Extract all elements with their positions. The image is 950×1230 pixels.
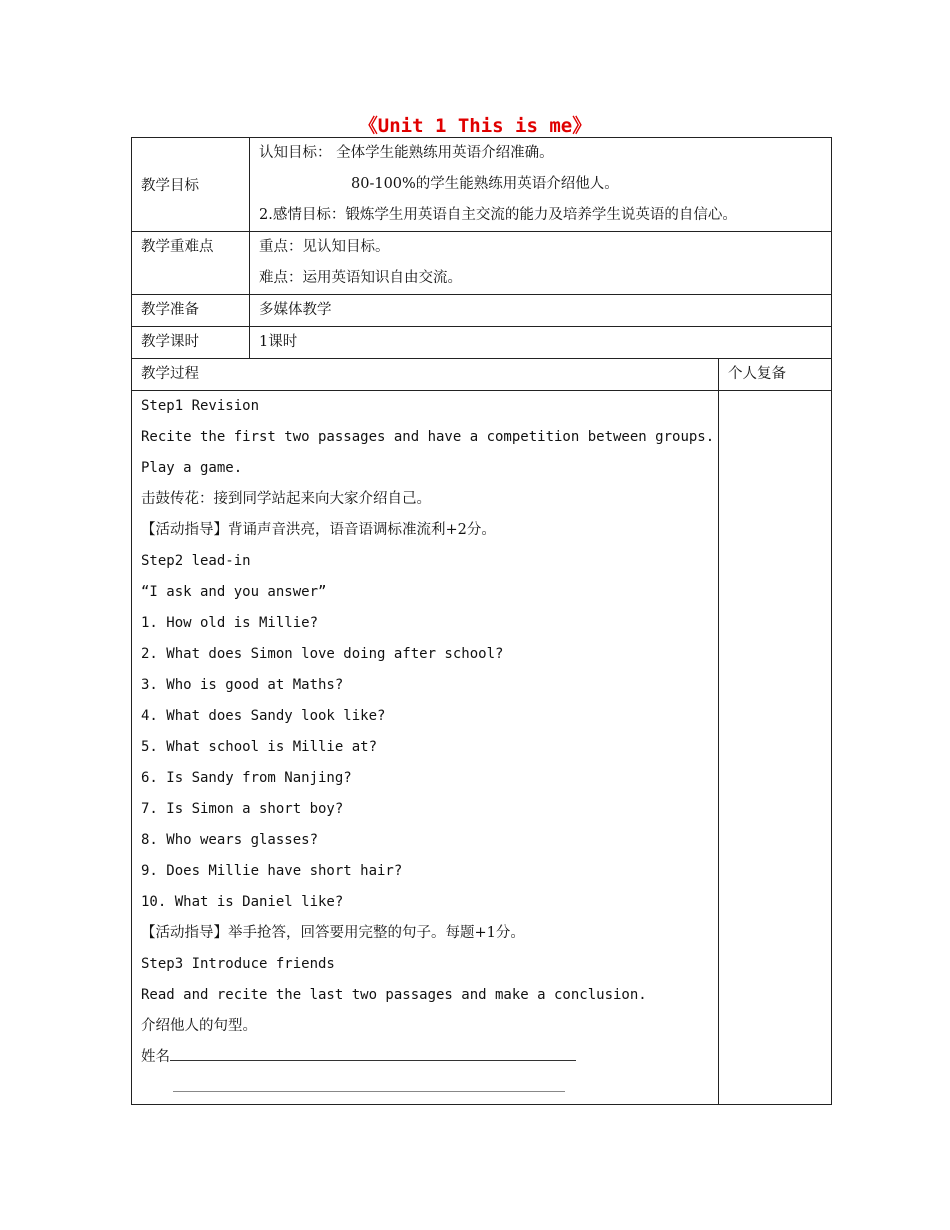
question-item: 8. Who wears glasses? — [141, 832, 319, 848]
process-line: 击鼓传花：接到同学站起来向大家介绍自己。 — [141, 491, 431, 507]
question-item: 10. What is Daniel like? — [141, 894, 344, 910]
blank-fill-line — [141, 1073, 718, 1104]
process-content — [132, 391, 719, 1105]
process-line: 【活动指导】举手抢答，回答要用完整的句子。每题+1分。 — [141, 925, 525, 941]
personal-prep-label: 个人复备 — [719, 359, 832, 391]
process-header-row — [132, 359, 832, 391]
key-points-label: 教学重难点 — [132, 232, 250, 295]
document-title: 《Unit 1 This is me》 — [358, 115, 592, 137]
name-label: 姓名 — [141, 1049, 170, 1065]
question-item: 9. Does Millie have short hair? — [141, 863, 403, 879]
question-item: 6. Is Sandy from Nanjing? — [141, 770, 352, 786]
process-body-row — [132, 391, 832, 1105]
preparation-value: 多媒体教学 — [250, 295, 832, 327]
key-point-line-2: 难点：运用英语知识自由交流。 — [259, 270, 462, 286]
process-line: “I ask and you answer” — [141, 584, 327, 600]
process-line: Read and recite the last two passages and make a conclusion. — [141, 987, 647, 1003]
hours-row — [132, 327, 832, 359]
objectives-label: 教学目标 — [132, 138, 250, 232]
personal-prep-cell — [719, 391, 832, 1105]
process-line: 介绍他人的句型。 — [141, 1018, 257, 1034]
preparation-row — [132, 295, 832, 327]
question-item: 4. What does Sandy look like? — [141, 708, 386, 724]
hours-label: 教学课时 — [132, 327, 250, 359]
process-line: Step2 lead-in — [141, 553, 251, 569]
objective-line-1: 认知目标： 全体学生能熟练用英语介绍准确。 — [259, 145, 554, 161]
key-points-content — [250, 232, 832, 295]
objectives-content — [250, 138, 832, 232]
objective-line-3: 2.感情目标：锻炼学生用英语自主交流的能力及培养学生说英语的自信心。 — [259, 207, 737, 223]
objective-line-2: 80-100%的学生能熟练用英语介绍他人。 — [351, 176, 619, 192]
process-line: Play a game. — [141, 460, 243, 476]
question-item: 2. What does Simon love doing after school? — [141, 646, 504, 662]
preparation-label: 教学准备 — [132, 295, 250, 327]
question-item: 1. How old is Millie? — [141, 615, 319, 631]
question-item: 7. Is Simon a short boy? — [141, 801, 344, 817]
key-points-row — [132, 232, 832, 295]
lesson-plan-table — [131, 137, 832, 1105]
objectives-row — [132, 138, 832, 232]
process-line: 【活动指导】背诵声音洪亮，语音语调标准流利+2分。 — [141, 522, 496, 538]
question-item: 3. Who is good at Maths? — [141, 677, 344, 693]
name-blank — [170, 1048, 576, 1061]
name-fill-line — [141, 1042, 718, 1073]
process-label: 教学过程 — [132, 359, 719, 391]
process-line: Step3 Introduce friends — [141, 956, 335, 972]
answer-blank — [173, 1083, 565, 1092]
key-point-line-1: 重点：见认知目标。 — [259, 239, 390, 255]
question-item: 5. What school is Millie at? — [141, 739, 378, 755]
process-line: Recite the first two passages and have a competition between groups. — [141, 429, 715, 445]
process-line: Step1 Revision — [141, 398, 260, 414]
hours-value: 1课时 — [250, 327, 832, 359]
